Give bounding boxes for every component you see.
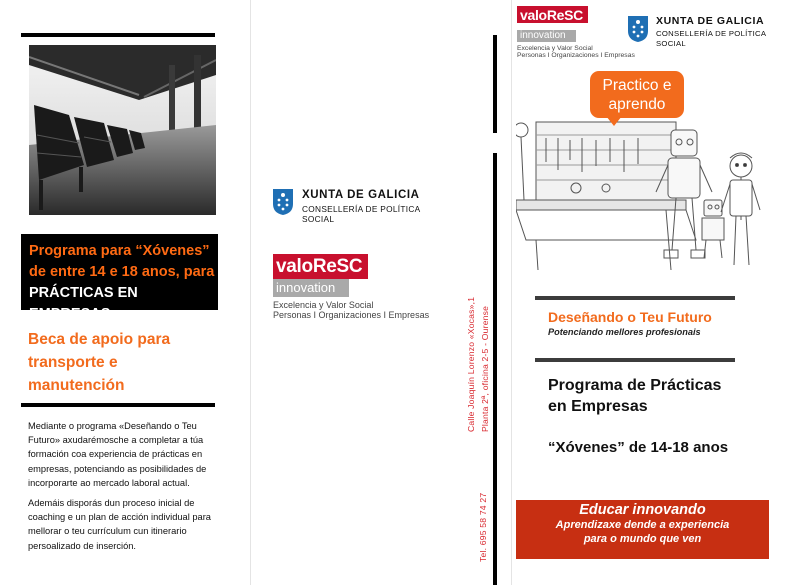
top-vertical-rule [493, 35, 497, 133]
banner-subtitle-2: para o mundo que ven [583, 532, 702, 545]
galicia-shield-icon-right [627, 15, 649, 43]
grant-heading-line-3: manutención [28, 377, 125, 394]
banner-line-1: Programa para “Xóvenes” [29, 243, 210, 259]
grant-heading [28, 328, 218, 397]
xunta-right-dept-line-1: CONSELLERÍA DE POLÍTICA [656, 29, 767, 38]
top-rule [21, 33, 215, 37]
xunta-logo-right [627, 15, 766, 49]
valoresc-tag-right: innovation [517, 30, 576, 42]
coaching-description: Ademáis disporás dun proceso inicial de coaching e un plan de acción individual para mellorar o teu currículum cun itinerario persoalizado de inserción. [28, 498, 211, 551]
fold-line-left [250, 0, 251, 585]
program-subtitle: Potenciando mellores profesionais [548, 327, 701, 337]
valoresc-line-1: Excelencia y Valor Social [273, 300, 374, 310]
banner-subtitle-1: Aprendizaxe dende a experiencia [555, 519, 730, 531]
xunta-dept-line-2: SOCIAL [302, 214, 335, 224]
robot-workshop-illustration [516, 100, 776, 278]
valoresc-right-line-2: Personas I Organizaciones I Empresas [517, 52, 635, 59]
valoresc-line-2: Personas I Organizaciones I Empresas [273, 310, 430, 320]
valoresc-right-line-1: Excelencia y Valor Social [517, 45, 593, 52]
valoresc-brand-right: valoReSC [517, 6, 588, 23]
grant-heading-line-1: Beca de apoio para [28, 331, 171, 348]
target-audience-banner [21, 234, 218, 322]
banner-title: Educar innovando [579, 502, 706, 518]
grant-heading-line-2: transporte e [28, 354, 118, 371]
valoresc-logo-right [517, 6, 635, 59]
galicia-shield-icon [272, 188, 294, 216]
program-title [548, 375, 721, 417]
valoresc-tag: innovation [273, 279, 349, 297]
banner-line-2: de entre 14 e 18 anos, para [29, 264, 215, 280]
xunta-dept-line-1: CONSELLERÍA DE POLÍTICA [302, 204, 421, 214]
age-range: “Xóvenes” de 14-18 anos [548, 439, 729, 456]
program-name: Deseñando o Teu Futuro [548, 309, 712, 325]
valoresc-brand: valoReSC [273, 254, 368, 279]
program-title-line-1: Programa de Prácticas [548, 377, 722, 394]
xunta-right-dept-line-2: SOCIAL [656, 39, 686, 48]
xunta-logo-middle [272, 188, 420, 224]
phone-number: Tel. 695 58 74 27 [478, 492, 488, 562]
program-title-line-2: en Empresas [548, 398, 648, 415]
bottom-vertical-rule [493, 153, 497, 585]
program-description: Mediante o programa «Deseñando o Teu Futuro» axudarémosche a completar a túa formación coa experiencia de prácticas en empresas, potenciando as posibilidades de incorporarte ao mercado laboral actual. [28, 421, 207, 488]
fold-line-right [511, 0, 512, 585]
section-rule [21, 403, 215, 407]
address-line-1: Calle Joaquín Lorenzo «Xocas»,1 [466, 296, 476, 432]
speech-bubble [590, 71, 684, 118]
banner-line-3: PRÁCTICAS EN EMPRESAS [29, 285, 138, 322]
xunta-name: XUNTA DE GALICIA [302, 189, 420, 201]
educate-innovating-banner [516, 500, 769, 559]
address-line-2: Planta 2ª, oficina 2-5 - Ourense [480, 305, 490, 432]
airport-photo [29, 45, 216, 215]
bubble-line-1: Practico e [602, 77, 672, 94]
rule-top [535, 296, 735, 300]
xunta-name-right: XUNTA DE GALICIA [656, 15, 765, 27]
speech-bubble-tail [606, 116, 622, 126]
rule-middle [535, 358, 735, 362]
valoresc-logo-middle [273, 254, 429, 320]
bubble-line-2: aprendo [608, 96, 666, 113]
